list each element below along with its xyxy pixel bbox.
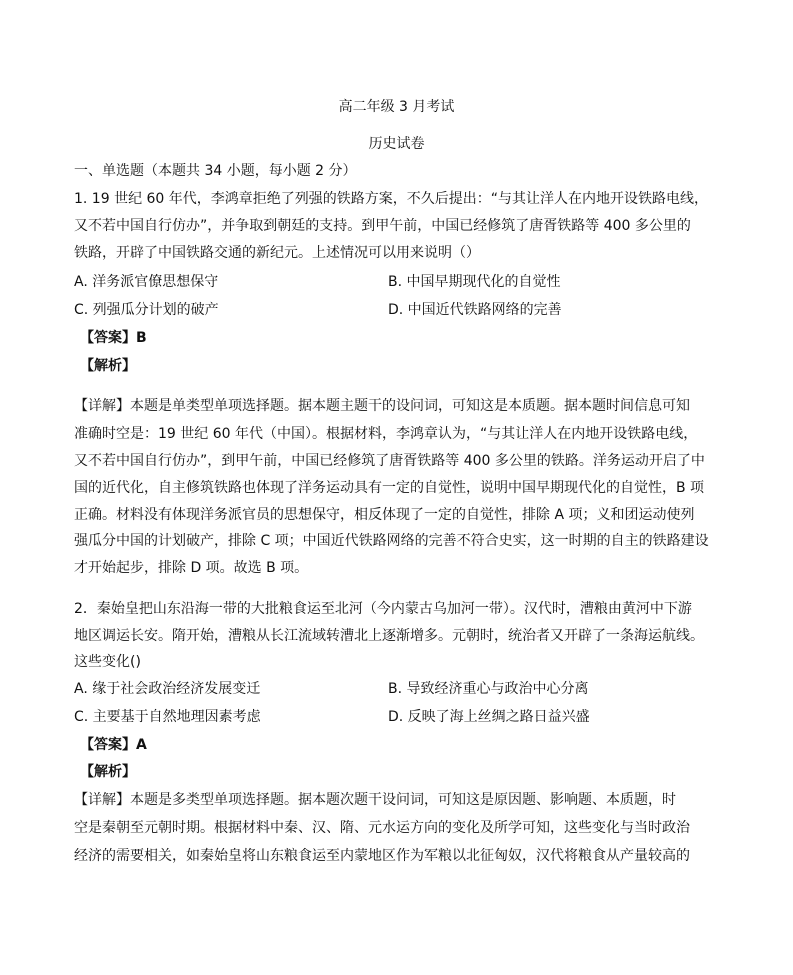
q2-detail-line: 经济的需要相关，如秦始皇将山东粮食运至内蒙地区作为军粮以北征匈奴，汉代将粮食从产量较高的 xyxy=(74,848,690,864)
q2-option-b: B. 导致经济重心与政治中心分离 xyxy=(388,681,589,697)
exam-title: 高二年级 3 月考试 xyxy=(338,99,455,115)
q1-detail-line: 又不若中国自行仿办”，到甲午前，中国已经修筑了唐胥铁路等 400 多公里的铁路。洋务运动开启了中 xyxy=(74,453,705,469)
q1-stem-line: 又不若中国自行仿办”，并争取到朝廷的支持。到甲午前，中国已经修筑了唐胥铁路等 400 多公里的 xyxy=(74,218,691,234)
q1-answer: 【答案】B xyxy=(80,330,147,346)
q1-stem-line: 1. 19 世纪 60 年代，李鸿章拒绝了列强的铁路方案，不久后提出：“与其让洋人在内地开设铁路电线， xyxy=(74,191,709,207)
q2-stem-line: 2．秦始皇把山东沿海一带的大批粮食运至北河（今内蒙古乌加河一带）。汉代时，漕粮由黄河中下游 xyxy=(74,601,692,617)
q2-stem-line: 地区调运长安。隋开始，漕粮从长江流域转漕北上逐渐增多。元朝时，统治者又开辟了一条海运航线。 xyxy=(74,628,704,644)
q1-detail-line: 准确时空是：19 世纪 60 年代（中国）。根据材料，李鸿章认为，“与其让洋人在内地开设铁路电线， xyxy=(74,426,698,442)
q2-answer: 【答案】A xyxy=(80,737,147,753)
q1-option-d: D. 中国近代铁路网络的完善 xyxy=(388,302,562,318)
q1-detail-line: 正确。材料没有体现洋务派官员的思想保守，相反体现了一定的自觉性，排除 A 项；义和团运动使列 xyxy=(74,507,695,523)
q2-stem-line: 这些变化() xyxy=(74,654,141,670)
q1-option-c: C. 列强瓜分计划的破产 xyxy=(74,302,219,318)
q1-option-a: A. 洋务派官僚思想保守 xyxy=(74,274,219,290)
q1-option-b: B. 中国早期现代化的自觉性 xyxy=(388,274,561,290)
q1-detail-line: 强瓜分中国的计划破产，排除 C 项；中国近代铁路网络的完善不符合史实，这一时期的自主的铁路建设 xyxy=(74,533,709,549)
section-heading: 一、单选题（本题共 34 小题，每小题 2 分） xyxy=(74,163,357,179)
q1-detail-line: 才开始起步，排除 D 项。故选 B 项。 xyxy=(74,560,309,576)
q1-detail-line: 【详解】本题是单类型单项选择题。据本题主题干的设问词，可知这是本质题。据本题时间信息可知 xyxy=(74,398,690,414)
q2-analysis-heading: 【解析】 xyxy=(80,764,136,780)
q2-detail-line: 空是秦朝至元朝时期。根据材料中秦、汉、隋、元水运方向的变化及所学可知，这些变化与当时政治 xyxy=(74,820,690,836)
q2-option-a: A. 缘于社会政治经济发展变迁 xyxy=(74,681,261,697)
q2-detail-line: 【详解】本题是多类型单项选择题。据本题次题干设问词，可知这是原因题、影响题、本质题，时 xyxy=(74,792,676,808)
q2-option-c: C. 主要基于自然地理因素考虑 xyxy=(74,709,261,725)
q1-analysis-heading: 【解析】 xyxy=(80,358,136,374)
q1-stem-line: 铁路，开辟了中国铁路交通的新纪元。上述情况可以用来说明（） xyxy=(74,245,480,261)
q2-option-d: D. 反映了海上丝绸之路日益兴盛 xyxy=(388,709,590,725)
exam-subtitle: 历史试卷 xyxy=(368,136,425,152)
q1-detail-line: 国的近代化，自主修筑铁路也体现了洋务运动具有一定的自觉性，说明中国早期现代化的自觉性，B 项 xyxy=(74,480,705,496)
